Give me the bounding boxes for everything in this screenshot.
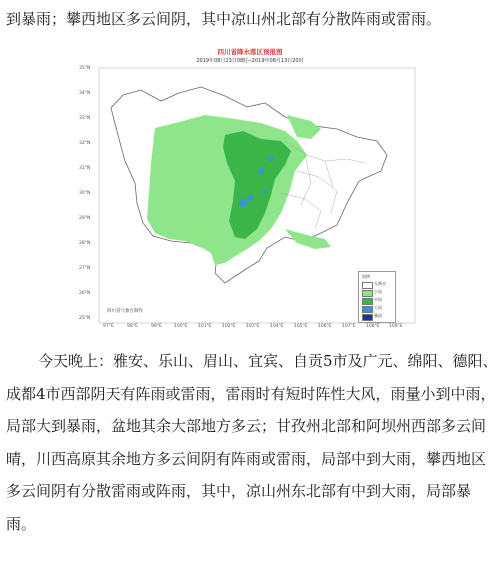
map-legend bbox=[358, 271, 396, 323]
legend-item bbox=[362, 281, 394, 288]
y-tick: 29°N bbox=[79, 216, 91, 221]
y-tick: 28°N bbox=[79, 241, 91, 246]
x-tick: 98°E bbox=[127, 324, 138, 329]
y-tick: 34°N bbox=[79, 91, 91, 96]
legend-item bbox=[362, 289, 394, 296]
heavy-rain-spot bbox=[239, 199, 247, 207]
y-tick: 25°N bbox=[79, 316, 91, 321]
text-line-top: 到暴雨；攀西地区多云间阴，其中凉山州北部有分散阵雨或雷雨。 bbox=[6, 10, 442, 28]
x-tick: 101°E bbox=[198, 324, 212, 329]
x-tick: 108°E bbox=[366, 324, 380, 329]
x-tick: 102°E bbox=[222, 324, 236, 329]
map-subtitle: 2019年08月13日08时--2019年08月13日20时 bbox=[196, 58, 304, 64]
heavy-rain-spot bbox=[269, 157, 274, 162]
legend-item bbox=[362, 313, 394, 320]
x-tick: 100°E bbox=[174, 324, 188, 329]
precipitation-forecast-map bbox=[75, 43, 425, 336]
x-tick: 103°E bbox=[246, 324, 260, 329]
legend-swatch bbox=[362, 314, 373, 321]
legend-swatch bbox=[362, 290, 373, 297]
map-title: 四川省降水落区预报图 bbox=[217, 48, 283, 56]
x-tick: 106°E bbox=[318, 324, 332, 329]
x-tick: 105°E bbox=[294, 324, 308, 329]
legend-swatch bbox=[362, 298, 373, 305]
heavy-rain-spot bbox=[263, 189, 267, 193]
x-tick: 97°E bbox=[103, 324, 114, 329]
legend-label: 无降水 bbox=[374, 281, 386, 286]
y-tick: 26°N bbox=[79, 291, 91, 296]
map-credit: 四川省气象台制作 bbox=[107, 309, 143, 314]
y-tick: 33°N bbox=[79, 116, 91, 121]
legend-item bbox=[362, 297, 394, 304]
legend-label: 大雨 bbox=[374, 305, 382, 310]
x-tick: 107°E bbox=[342, 324, 356, 329]
legend-swatch bbox=[362, 306, 373, 313]
heavy-rain-spot bbox=[247, 195, 253, 201]
y-tick: 31°N bbox=[79, 166, 91, 171]
x-tick: 99°E bbox=[151, 324, 162, 329]
legend-label: 中雨 bbox=[374, 297, 382, 302]
y-tick: 30°N bbox=[79, 191, 91, 196]
text-paragraph-evening: 今天晚上：雅安、乐山、眉山、宜宾、自贡5市及广元、绵阳、德阳、成都4市西部阴天有阵雨或雷雨，雷雨时有短时阵性大风，雨量小到中雨，局部大到暴雨，盆地其余大部地方多云；甘孜州北部和阿坝州西部多云间晴，川西高原其余地方多云间阴有阵雨或雷雨，局部中到大雨，攀西地区多云间阴有分散雷雨或阵雨，其中，凉山州东北部有中到大雨，局部暴雨。 bbox=[6, 352, 498, 533]
legend-swatch bbox=[362, 282, 373, 289]
y-tick: 32°N bbox=[79, 141, 91, 146]
heavy-rain-spot bbox=[258, 168, 264, 174]
x-tick: 109°E bbox=[389, 324, 403, 329]
y-tick: 27°N bbox=[79, 266, 91, 271]
legend-item bbox=[362, 305, 394, 312]
legend-label: 暴雨 bbox=[374, 313, 382, 318]
legend-title: 图例 bbox=[362, 274, 370, 279]
y-tick: 35°N bbox=[79, 66, 91, 71]
x-tick: 104°E bbox=[270, 324, 284, 329]
legend-label: 小雨 bbox=[374, 289, 382, 294]
